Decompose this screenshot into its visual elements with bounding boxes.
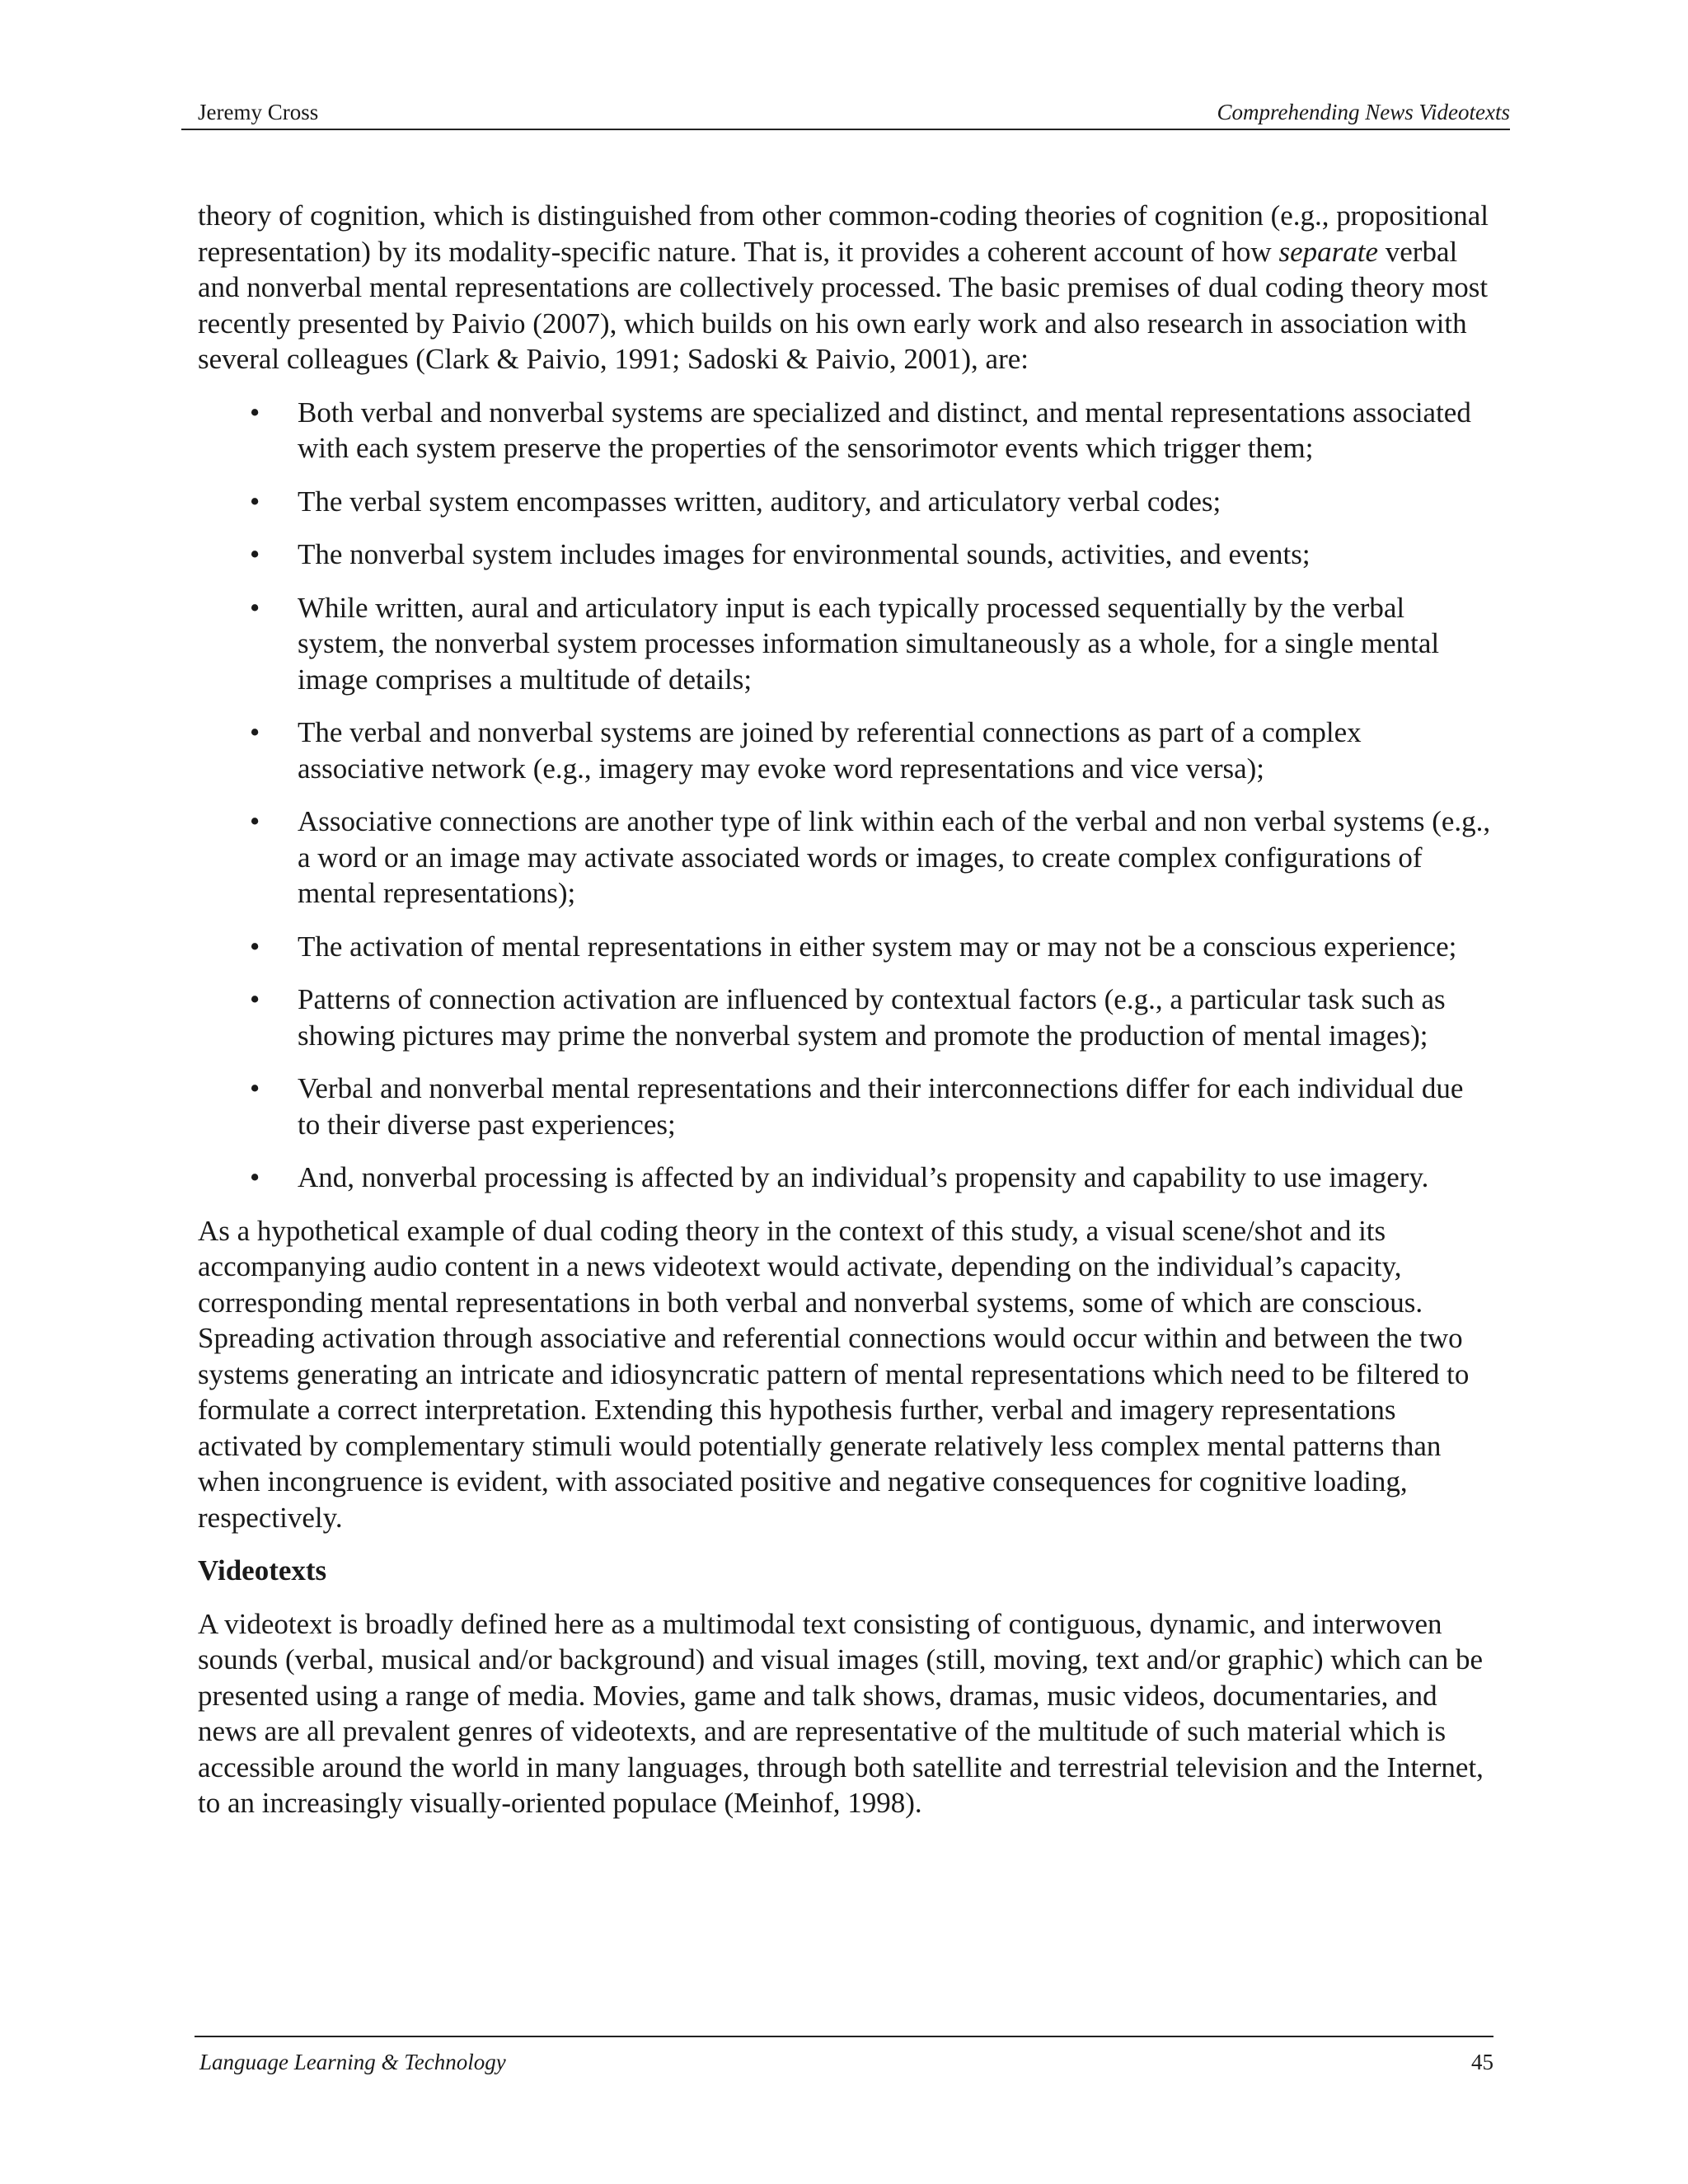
section-heading: Videotexts [198, 1554, 327, 1586]
running-footer [195, 2036, 1493, 2074]
list-item-text: The nonverbal system includes images for environmental sounds, activities, and events; [298, 538, 1311, 570]
intro-paragraph [198, 198, 1492, 377]
list-item [198, 715, 1492, 786]
header-author: Jeremy Cross [198, 100, 319, 124]
list-item [198, 590, 1492, 698]
header-title: Comprehending News Videotexts [1217, 100, 1510, 124]
bullet-icon: • [250, 716, 260, 748]
bullet-icon: • [250, 538, 260, 570]
footer-journal: Language Learning & Technology [199, 2050, 506, 2074]
section-paragraph: A videotext is broadly defined here as a multimodal text consisting of contiguous, dynamic, and interwoven sounds (verbal, musical and/or background) and visual images (still, moving, text and/or graphic) which can be presented using a range of media. Movies, game and talk shows, dramas, music videos, documentaries, and news are all prevalent genres of videotexts, and are representative of the multitude of such material which is accessible around the world in many languages, through both satellite and terrestrial television and the Internet, to an increasingly visually-oriented populace (Meinhof, 1998). [198, 1607, 1484, 1819]
example-paragraph: As a hypothetical example of dual coding theory in the context of this study, a visual scene/shot and its accompanying audio content in a news videotext would activate, depending on the individual’s capacity, corresponding mental representations in both verbal and nonverbal systems, some of which are conscious. Spreading activation through associative and referential connections would occur within and between the two systems generating an intricate and idiosyncratic pattern of mental representations which need to be filtered to formulate a correct interpretation. Extending this hypothesis further, verbal and imagery representations activated by complementary stimuli would potentially generate relatively less complex mental patterns than when incongruence is evident, with associated positive and negative consequences for cognitive loading, respectively. [198, 1214, 1470, 1534]
list-item-text: While written, aural and articulatory input is each typically processed sequentially by the verbal system, the nonverbal system processes information simultaneously as a whole, for a single mental image comprises a multitude of details; [298, 591, 1440, 696]
list-item-text: And, nonverbal processing is affected by an individual’s propensity and capability to use imagery. [298, 1161, 1429, 1193]
running-header [181, 96, 1510, 130]
list-item-text: Verbal and nonverbal mental representations and their interconnections differ for each individual due to their diverse past experiences; [298, 1072, 1464, 1141]
list-item [198, 537, 1492, 573]
list-item [198, 929, 1492, 965]
body-text [198, 198, 1492, 1821]
intro-emphasis: separate [1278, 235, 1378, 268]
premises-list [198, 395, 1492, 1196]
list-item-text: The verbal system encompasses written, auditory, and articulatory verbal codes; [298, 485, 1221, 518]
bullet-icon: • [250, 805, 260, 837]
list-item [198, 804, 1492, 912]
bullet-icon: • [250, 1072, 260, 1104]
list-item [198, 982, 1492, 1053]
intro-text-part1: theory of cognition, which is distinguished from other common-coding theories of cognition (e.g., propositional representation) by its modality-specific nature. That is, it provides a coherent account of how [198, 199, 1489, 268]
bullet-icon: • [250, 983, 260, 1015]
list-item-text: Patterns of connection activation are influenced by contextual factors (e.g., a particular task such as showing pictures may prime the nonverbal system and promote the production of mental images); [298, 983, 1446, 1052]
intro-text-part2: verbal and nonverbal mental representations are collectively processed. The basic premises of dual coding theory most recently presented by Paivio (2007), which builds on his own early work and also research in association with several colleagues (Clark & Paivio, 1991; Sadoski & Paivio, 2001), are: [198, 235, 1489, 375]
page-number: 45 [1471, 2050, 1493, 2074]
list-item [198, 395, 1492, 466]
list-item-text: The verbal and nonverbal systems are joined by referential connections as part of a complex associative network (e.g., imagery may evoke word representations and vice versa); [298, 716, 1362, 785]
bullet-icon: • [250, 1161, 260, 1193]
list-item [198, 1160, 1492, 1196]
bullet-icon: • [250, 485, 260, 518]
list-item [198, 1071, 1492, 1142]
list-item-text: The activation of mental representations in either system may or may not be a conscious experience; [298, 930, 1457, 963]
list-item-text: Associative connections are another type of link within each of the verbal and non verbal systems (e.g., a word or an image may activate associated words or images, to create complex configurations of mental representations); [298, 805, 1491, 909]
bullet-icon: • [250, 396, 260, 429]
bullet-icon: • [250, 591, 260, 624]
list-item-text: Both verbal and nonverbal systems are specialized and distinct, and mental representations associated with each system preserve the properties of the sensorimotor events which trigger them; [298, 396, 1471, 464]
bullet-icon: • [250, 930, 260, 963]
list-item [198, 484, 1492, 520]
